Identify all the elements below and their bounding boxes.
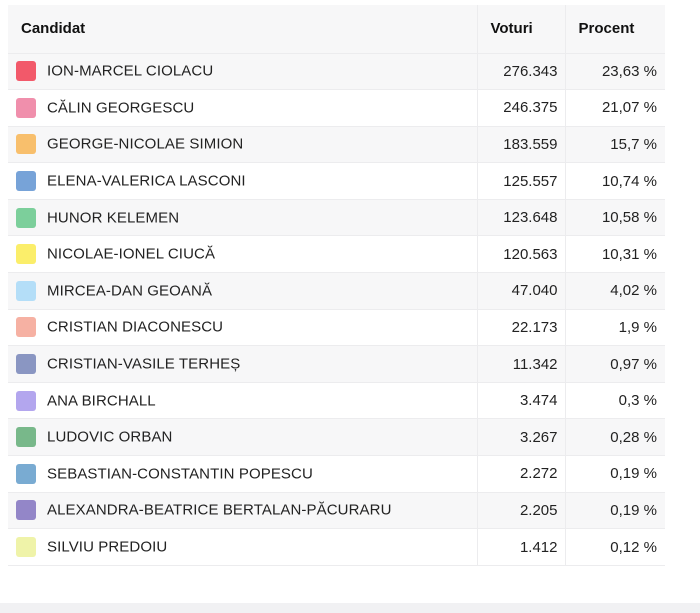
- candidate-name: LUDOVIC ORBAN: [47, 428, 173, 446]
- table-row: [8, 346, 665, 383]
- candidate-name: GEORGE-NICOLAE SIMION: [47, 135, 244, 153]
- table-row: [8, 273, 665, 310]
- party-color-swatch: [16, 354, 36, 374]
- votes-cell: 2.205: [477, 492, 565, 529]
- candidate-cell: [8, 346, 477, 383]
- party-color-swatch: [16, 61, 36, 81]
- party-color-swatch: [16, 208, 36, 228]
- candidate-cell: [8, 199, 477, 236]
- candidate-name: CRISTIAN DIACONESCU: [47, 318, 224, 336]
- header-votes[interactable]: Voturi: [477, 5, 565, 53]
- votes-cell: 123.648: [477, 199, 565, 236]
- candidate-name: CĂLIN GEORGESCU: [47, 99, 195, 117]
- party-color-swatch: [16, 391, 36, 411]
- party-color-swatch: [16, 244, 36, 264]
- percent-cell: 23,63 %: [601, 62, 657, 80]
- party-color-swatch: [16, 500, 36, 520]
- candidate-name: ANA BIRCHALL: [47, 392, 156, 410]
- candidate-name: ALEXANDRA-BEATRICE BERTALAN-PĂCURARU: [47, 501, 392, 519]
- percent-cell: 4,02 %: [610, 282, 657, 300]
- candidate-cell: [8, 309, 477, 346]
- votes-cell: 3.474: [477, 382, 565, 419]
- votes-cell: 246.375: [477, 90, 565, 127]
- candidate-name: CRISTIAN-VASILE TERHEȘ: [47, 355, 241, 373]
- candidate-name: NICOLAE-IONEL CIUCĂ: [47, 245, 216, 263]
- percent-cell: 10,58 %: [601, 209, 657, 227]
- candidate-cell: [8, 236, 477, 273]
- table-row: [8, 419, 665, 456]
- candidate-name: ION-MARCEL CIOLACU: [47, 62, 214, 80]
- table-row: [8, 53, 665, 90]
- candidate-name: ELENA-VALERICA LASCONI: [47, 172, 246, 190]
- percent-cell: 1,9 %: [618, 318, 657, 336]
- table-header: [8, 5, 665, 53]
- candidate-name: MIRCEA-DAN GEOANĂ: [47, 282, 213, 300]
- party-color-swatch: [16, 317, 36, 337]
- percent-cell: 15,7 %: [610, 135, 657, 153]
- votes-cell: 2.272: [477, 456, 565, 493]
- percent-cell: 21,07 %: [601, 99, 657, 117]
- header-candidate[interactable]: Candidat: [8, 5, 477, 53]
- party-color-swatch: [16, 98, 36, 118]
- votes-cell: 125.557: [477, 163, 565, 200]
- election-results-table: [8, 5, 665, 566]
- candidate-cell: [8, 273, 477, 310]
- table-row: [8, 382, 665, 419]
- table-body: [8, 53, 665, 565]
- candidate-cell: [8, 492, 477, 529]
- candidate-cell: [8, 419, 477, 456]
- percent-cell: 0,28 %: [610, 428, 657, 446]
- candidate-name: SILVIU PREDOIU: [47, 538, 168, 556]
- votes-cell: 120.563: [477, 236, 565, 273]
- table-row: [8, 236, 665, 273]
- candidate-name: HUNOR KELEMEN: [47, 209, 180, 227]
- table-row: [8, 529, 665, 566]
- votes-cell: 22.173: [477, 309, 565, 346]
- candidate-cell: [8, 90, 477, 127]
- percent-cell: 0,19 %: [610, 501, 657, 519]
- votes-cell: 47.040: [477, 273, 565, 310]
- table-row: [8, 163, 665, 200]
- table-row: [8, 199, 665, 236]
- percent-cell: 0,12 %: [610, 538, 657, 556]
- votes-cell: 1.412: [477, 529, 565, 566]
- party-color-swatch: [16, 464, 36, 484]
- header-row: [8, 5, 665, 53]
- table-row: [8, 309, 665, 346]
- candidate-cell: [8, 456, 477, 493]
- table-row: [8, 90, 665, 127]
- percent-cell: 0,97 %: [610, 355, 657, 373]
- percent-cell: 10,74 %: [601, 172, 657, 190]
- page-footer-band: [0, 603, 700, 613]
- votes-cell: 183.559: [477, 126, 565, 163]
- votes-cell: 276.343: [477, 53, 565, 90]
- party-color-swatch: [16, 281, 36, 301]
- candidate-name: SEBASTIAN-CONSTANTIN POPESCU: [47, 465, 313, 483]
- header-percent[interactable]: Procent: [578, 20, 635, 38]
- table-row: [8, 126, 665, 163]
- percent-cell: 0,3 %: [618, 392, 657, 410]
- percent-cell: 0,19 %: [610, 465, 657, 483]
- percent-cell: 10,31 %: [601, 245, 657, 263]
- votes-cell: 11.342: [477, 346, 565, 383]
- candidate-cell: [8, 53, 477, 90]
- candidate-cell: [8, 126, 477, 163]
- table-row: [8, 492, 665, 529]
- party-color-swatch: [16, 537, 36, 557]
- table-row: [8, 456, 665, 493]
- candidate-cell: [8, 529, 477, 566]
- party-color-swatch: [16, 427, 36, 447]
- candidate-cell: [8, 382, 477, 419]
- party-color-swatch: [16, 171, 36, 191]
- candidate-cell: [8, 163, 477, 200]
- party-color-swatch: [16, 134, 36, 154]
- votes-cell: 3.267: [477, 419, 565, 456]
